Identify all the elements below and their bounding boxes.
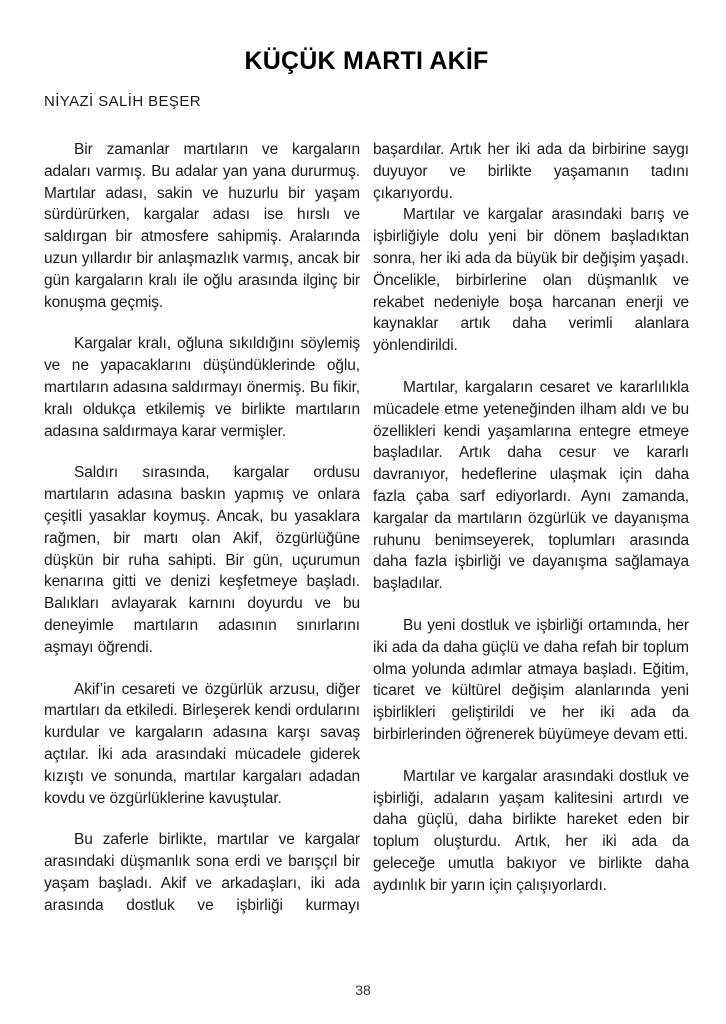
paragraph: Kargalar kralı, oğluna sıkıldığını söylemiş ve ne yapacaklarını düşündüklerinde oğlu, martıların adasına saldırmayı önermiş. Bu fikir, kralı oldukça etkilemiş ve birlikte martıların adasına saldırmaya karar vermişler.	[44, 335, 360, 440]
paragraph: Martılar, kargaların cesaret ve kararlılıkla mücadele etme yeteneğinden ilham aldı ve bu özellikleri kendi yaşamlarına entegre etmeye başladılar. Artık daha cesur ve kararlı davranıyor, hedeflerine ulaşmak için daha fazla çaba sarf ediyorlardı. Aynı zamanda, kargalar da martıların özgürlük ve dayanışma ruhunu benimseyerek, toplumları arasında daha fazla işbirliği ve dayanışma sağlamaya başladılar.	[373, 378, 689, 593]
author-name: NİYAZİ SALİH BEŞER	[44, 93, 201, 110]
paragraph: başardılar. Artık her iki ada da birbirine saygı duyuyor ve birlikte yaşamanın tadını çıkarıyordu.	[373, 141, 689, 202]
paragraph: Martılar ve kargalar arasındaki barış ve işbirliğiyle dolu yeni bir dönem başladıktan sonra, her iki ada da büyük bir değişim yaşadı. Öncelikle, birbirlerine olan düşmanlık ve rekabet nedeniyle boşa harcanan enerji ve kaynaklar artık daha verimli alanlara yönlendirildi.	[373, 206, 689, 355]
paragraph: Akif’in cesareti ve özgürlük arzusu, diğer martıları da etkiledi. Birleşerek kendi ordularını kurdular ve kargaların adasına karşı savaş açtılar. İki ada arasındaki mücadele giderek kızıştı ve sonunda, martılar kargaları adadan kovdu ve özgürlüklerine kavuştular.	[44, 680, 360, 807]
right-column	[373, 139, 689, 917]
paragraph: Bu zaferle birlikte, martılar ve kargalar arasındaki düşmanlık sona erdi ve barışçıl bir yaşam başladı. Akif ve arkadaşları, iki ada arasında dostluk ve işbirliği kurmayı	[44, 831, 360, 914]
paragraph: Saldırı sırasında, kargalar ordusu martıların adasına baskın yapmış ve onlara çeşitli yasaklar koymuş. Ancak, bu yasaklara rağmen, bir martı olan Akif, özgürlüğüne düşkün bir ruha sahipti. Bir gün, uçurumun kenarına gitti ve denizi keşfetmeye başladı. Balıkları avlayarak karnını doyurdu ve bu deneyimle martıların adasının sınırlarını aşmayı öğrendi.	[44, 464, 360, 656]
left-column	[44, 139, 360, 917]
paragraph: Martılar ve kargalar arasındaki dostluk ve işbirliği, adaların yaşam kalitesini artırdı ve daha güçlü, daha birlikte hareket eden bir toplum oluşturdu. Artık, her iki ada da geleceğe umutla bakıyor ve birlikte daha aydınlık bir yarın için çalışıyorlardı.	[373, 767, 689, 894]
paragraph: Bu yeni dostluk ve işbirliği ortamında, her iki ada da daha güçlü ve daha refah bir toplum olma yolunda adımlar atmaya başladı. Eğitim, ticaret ve kültürel değişim alanlarında yeni işbirlikleri geliştirildi ve her iki ada da birbirlerinden öğrenerek büyümeye devam etti.	[373, 616, 689, 743]
paragraph: Bir zamanlar martıların ve kargaların adaları varmış. Bu adalar yan yana dururmuş. Martılar adası, sakin ve huzurlu bir yaşam sürdürürken, kargalar adası ise hırslı ve saldırgan bir atmosfere sahipmiş. Aralarında uzun yıllardır bir anlaşmazlık varmış, ancak bir gün kargaların kralı ile oğlu arasında ilginç bir konuşma geçmiş.	[44, 141, 360, 311]
document-title: KÜÇÜK MARTI AKİF	[244, 47, 489, 75]
page-number: 38	[355, 982, 371, 998]
text-columns	[44, 139, 689, 917]
